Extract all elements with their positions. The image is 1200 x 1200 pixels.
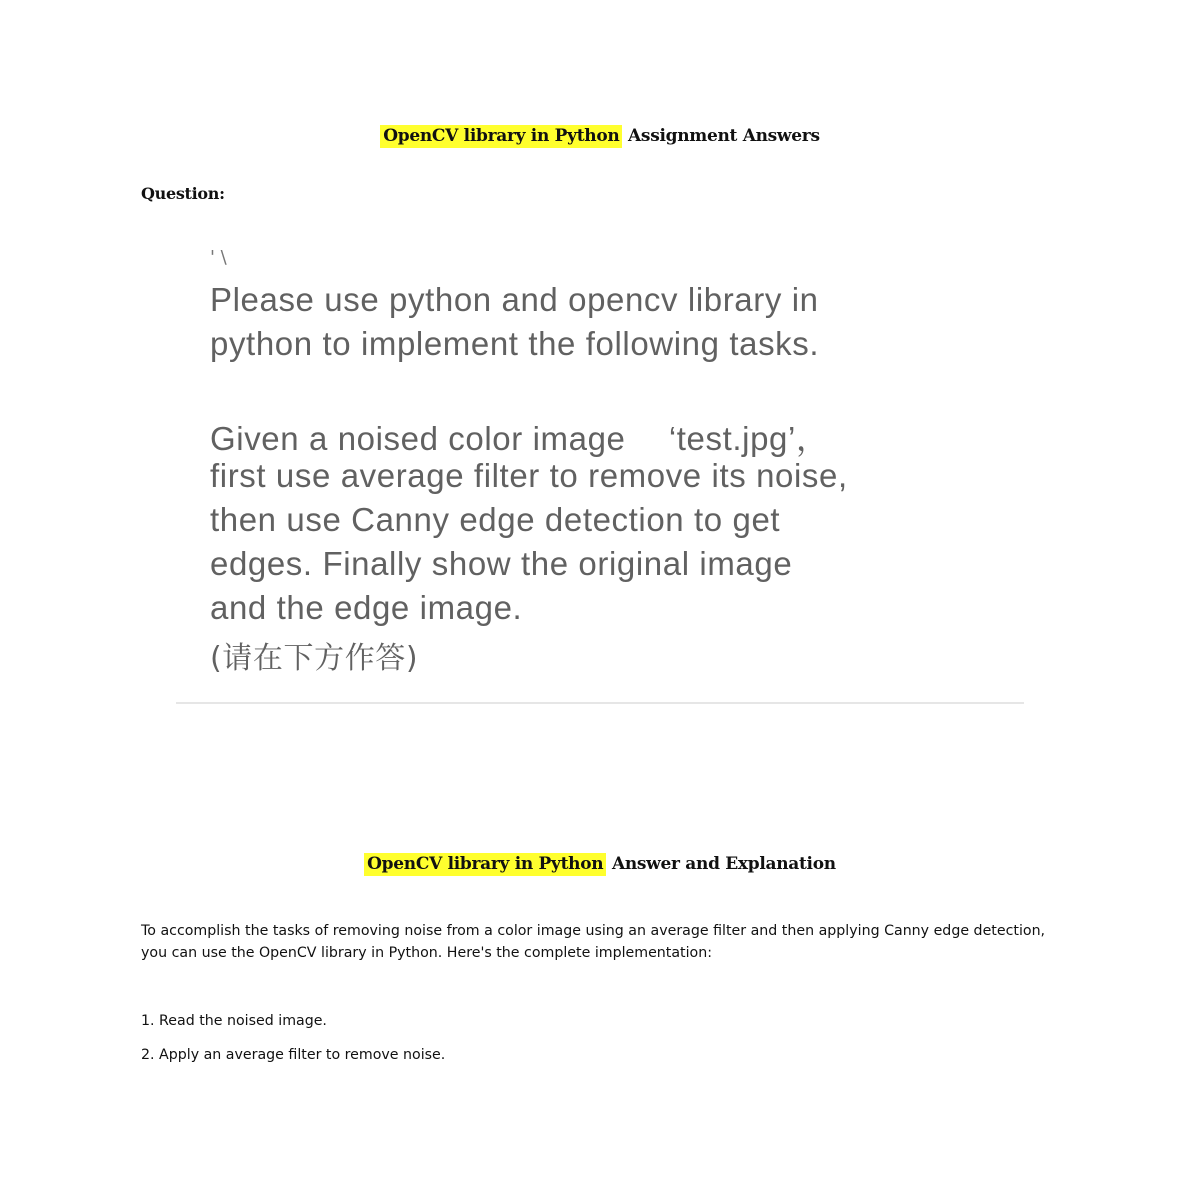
- question-divider: [176, 702, 1024, 704]
- question-line: python to implement the following tasks.: [210, 325, 820, 362]
- question-marks: ' \: [210, 247, 227, 268]
- document-title: [0, 126, 1200, 146]
- question-label: Question:: [141, 184, 225, 203]
- answer-title-rest: Answer and Explanation: [606, 854, 836, 874]
- question-line: edges. Finally show the original image: [210, 545, 793, 582]
- question-line: first use average filter to remove its noise,: [210, 457, 848, 494]
- question-line: and the edge image.: [210, 589, 523, 626]
- question-screenshot: [176, 245, 1024, 707]
- question-line: then use Canny edge detection to get: [210, 501, 781, 538]
- answer-title-highlight: OpenCV library in Python: [364, 853, 606, 876]
- title-highlight: OpenCV library in Python: [380, 125, 622, 148]
- step-item: 2. Apply an average filter to remove noise.: [141, 1047, 446, 1063]
- question-line: Please use python and opencv library in: [210, 281, 819, 318]
- question-line-chinese: (请在下方作答): [210, 641, 419, 676]
- question-line: Given a noised color image ‘test.jpg’，: [210, 420, 830, 457]
- step-item: 1. Read the noised image.: [141, 1013, 327, 1029]
- intro-paragraph: To accomplish the tasks of removing noise from a color image using an average filter and then applying Canny edge detection, you can use the OpenCV library in Python. Here's the complete implementation:: [141, 923, 1046, 961]
- title-rest: Assignment Answers: [622, 126, 820, 146]
- answer-title: [0, 854, 1200, 874]
